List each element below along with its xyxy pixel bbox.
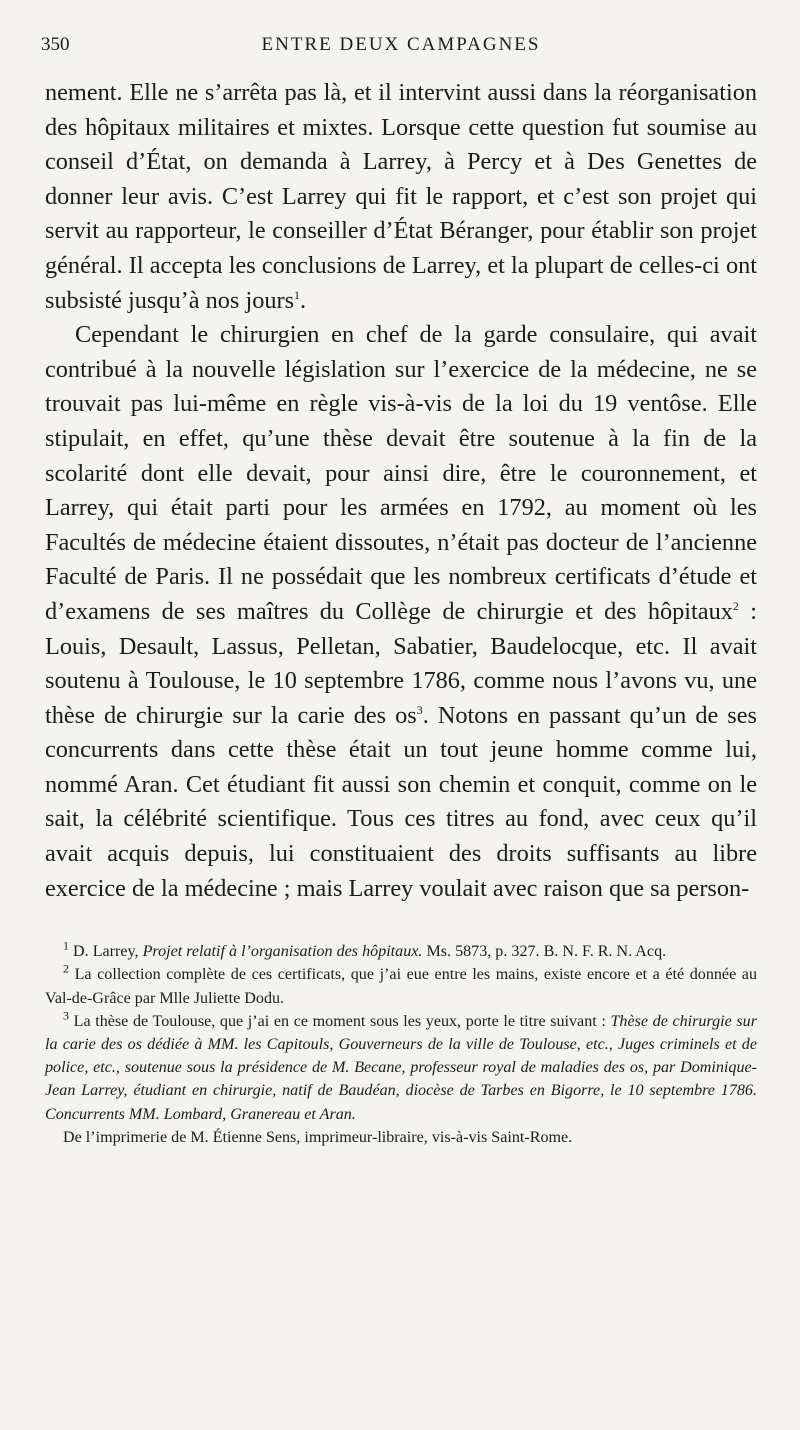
- page-number: 350: [41, 34, 70, 55]
- footnote-3-title: Thèse de chirurgie sur la carie des os dédiée à MM. les Capitouls, Gouverneurs de la ville de Toulouse, etc., Juges criminels et de police, etc., soutenue sous la présidence de M. Becane, professeur royal de maladies des os, par Dominique-Jean Larrey, étudiant en chirurgie, natif de Baudéan, diocèse de Tarbes en Bigorre, le 10 septembre 1786. Concurrents MM. Lombard, Granereau et Aran.: [45, 1012, 757, 1123]
- body-text: [45, 76, 757, 906]
- paragraph-2-text-a: Cependant le chirurgien en chef de la garde consulaire, qui avait contribué à la nouvelle législation sur l’exercice de la médecine, ne se trouvait pas lui-même en règle vis-à-vis de la loi du 19 ventôse. Elle stipulait, en effet, qu’une thèse devait être soutenue à la fin de la scolarité dont elle devait, pour ainsi dire, être le couronnement, et Larrey, qui était parti pour les armées en 1792, au moment où les Facultés de médecine étaient dissoutes, n’était pas docteur de l’ancienne Faculté de Paris. Il ne possédait que les nombreux certificats d’étude et d’examens de ses maîtres du Collège de chirurgie et des hôpitaux: [45, 321, 757, 625]
- footnote-1-title: Projet relatif à l’organisation des hôpitaux.: [142, 943, 423, 961]
- paragraph-1-text: nement. Elle ne s’arrêta pas là, et il intervint aussi dans la réorganisation des hôpitaux militaires et mixtes. Lorsque cette question fut soumise au conseil d’État, on demanda à Larrey, à Percy et à Des Genettes de donner leur avis. C’est Larrey qui fit le rapport, et c’est son projet qui servit au rapporteur, le conseiller d’État Béranger, pour établir son projet général. Il accepta les conclusions de Larrey, et la plupart de celles-ci ont subsisté jusqu’à nos jours: [45, 79, 757, 314]
- running-title: ENTRE DEUX CAMPAGNES: [261, 34, 541, 55]
- paragraph-1-end: .: [300, 286, 307, 314]
- footnote-ref-3: 3: [416, 702, 423, 717]
- footnote-1-author: D. Larrey,: [69, 943, 143, 961]
- footnote-3-mark: 3: [63, 1008, 69, 1023]
- footnote-3-imprint: De l’imprimerie de M. Étienne Sens, imprimeur-libraire, vis-à-vis Saint-Rome.: [63, 1128, 573, 1146]
- paragraph-2-text-c: . Notons en passant qu’un de ses concurrents dans cette thèse était un tout jeune homme comme lui, nommé Aran. Cet étudiant fit aussi son chemin et conquit, comme on le sait, la célébrité scientifique. Tous ces titres au fond, avec ceux qu’il avait acquis depuis, lui constituaient des droits suffisants au libre exercice de la médecine ; mais Larrey voulait avec raison que sa person-: [45, 701, 757, 902]
- running-head: [41, 24, 757, 58]
- footnote-1-rest: Ms. 5873, p. 327. B. N. F. R. N. Acq.: [422, 943, 667, 961]
- paragraph-2: [45, 318, 757, 906]
- footnotes: [45, 940, 757, 1149]
- footnote-3-intro: La thèse de Toulouse, que j’ai en ce moment sous les yeux, porte le titre suivant :: [69, 1012, 611, 1030]
- footnote-2: [45, 963, 757, 1009]
- footnote-1: [45, 940, 757, 963]
- paragraph-1: [45, 76, 757, 318]
- footnote-1-mark: 1: [63, 938, 69, 953]
- footnote-ref-2: 2: [732, 598, 739, 613]
- paragraph-2-text-b: : Louis, Desault, Lassus, Pelletan, Sabatier, Baudelocque, etc. Il avait soutenu à Toulouse, le 10 septembre 1786, comme nous l’avons vu, une thèse de chirurgie sur la carie des os: [45, 597, 758, 729]
- footnote-2-text: La collection complète de ces certificats, que j’ai eue entre les mains, existe encore et a été donnée au Val-de-Grâce par Mlle Juliette Dodu.: [45, 966, 757, 1007]
- footnote-2-mark: 2: [63, 962, 69, 977]
- book-page: [41, 24, 758, 1149]
- footnote-3: [45, 1010, 757, 1126]
- footnote-ref-1: 1: [294, 287, 301, 302]
